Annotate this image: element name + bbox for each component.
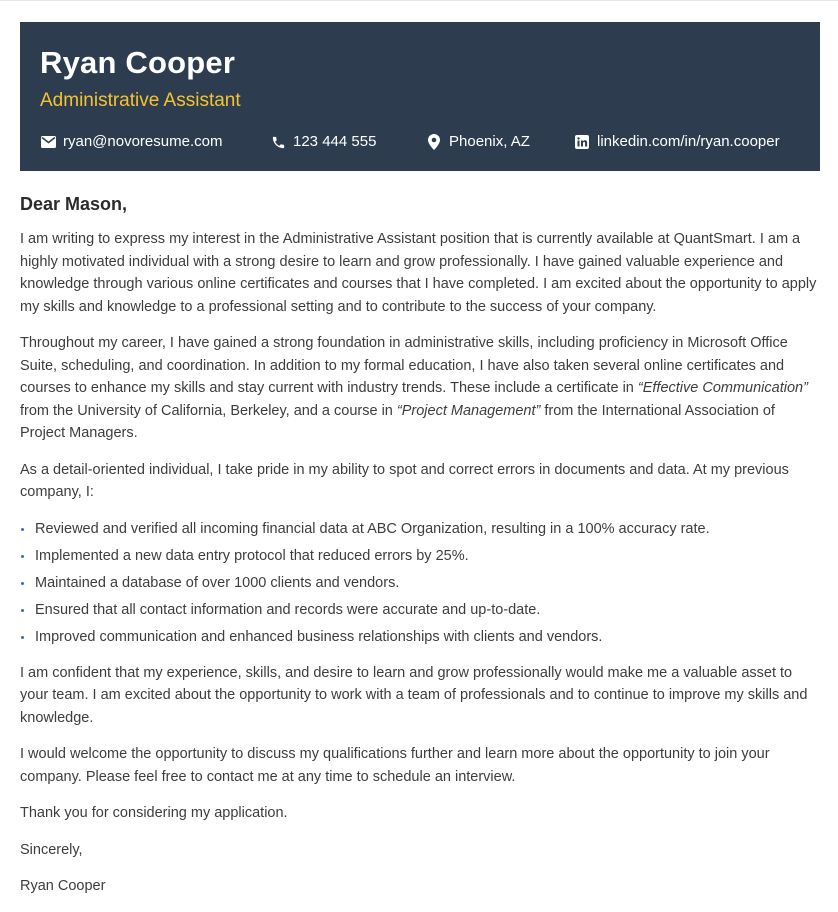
envelope-icon <box>40 134 56 150</box>
bullet-dot <box>21 555 24 558</box>
paragraph-thanks: Thank you for considering my application. <box>20 805 288 821</box>
list-item-text: Maintained a database of over 1000 clients and vendors. <box>35 574 400 591</box>
contact-phone-text: 123 444 555 <box>293 133 377 150</box>
paragraph-confidence: I am confident that my experience, skills, and desire to learn and grow professionally would make me a valuable asset to your team. I am excited about the opportunity to work with a team of professionals and to continue to improve my skills and knowledge. <box>20 664 808 726</box>
course-title: “Project Management” <box>396 402 541 419</box>
applicant-name: Ryan Cooper <box>40 45 236 80</box>
closing: Sincerely, <box>20 841 83 858</box>
contact-email[interactable] <box>40 130 222 154</box>
achievements-list <box>20 518 820 648</box>
paragraph-intro: I am writing to express my interest in the Administrative Assistant position that is currently available at QuantSmart. I am a highly motivated individual with a strong desire to learn and grow professionally. I have gained valuable experience and knowledge through various online certificates and courses that I have completed. I am excited about the opportunity to apply my skills and knowledge to a professional setting and to contribute to the success of your company. <box>20 231 817 315</box>
letter-body <box>20 192 820 912</box>
phone-icon <box>270 134 286 150</box>
paragraph-experience-text-3: from the International Association of Project Managers. <box>20 402 775 441</box>
linkedin-icon <box>574 134 590 150</box>
bullet-dot <box>21 582 24 585</box>
list-item <box>20 626 820 648</box>
contact-phone[interactable] <box>270 130 376 154</box>
bullet-dot <box>21 528 24 531</box>
paragraph-interview: I would welcome the opportunity to discuss my qualifications further and learn more about the opportunity to join your company. Please feel free to contact me at any time to schedule an interview. <box>20 746 770 785</box>
list-item <box>20 545 820 567</box>
list-item <box>20 572 820 594</box>
list-item-text: Implemented a new data entry protocol that reduced errors by 25%. <box>35 547 469 564</box>
contact-bar <box>40 130 810 154</box>
list-item-text: Improved communication and enhanced business relationships with clients and vendors. <box>35 628 603 645</box>
map-pin-icon <box>426 134 442 150</box>
paragraph-experience-text-1: Throughout my career, I have gained a strong foundation in administrative skills, including proficiency in Microsoft Office Suite, scheduling, and coordination. In addition to my formal education, I have also taken several online certificates and courses to enhance my skills and stay current with industry trends. These include a certificate in <box>20 335 788 396</box>
contact-linkedin[interactable] <box>574 130 780 154</box>
letter-header <box>20 22 820 171</box>
list-item-text: Ensured that all contact information and records were accurate and up-to-date. <box>35 601 541 618</box>
job-title: Administrative Assistant <box>40 90 241 111</box>
certificate-title: “Effective Communication” <box>637 380 808 396</box>
list-item <box>20 599 820 621</box>
paragraph-experience-text-2: from the University of California, Berkeley, and a course in <box>20 402 397 419</box>
bullet-dot <box>21 609 24 612</box>
signature-name: Ryan Cooper <box>20 878 106 894</box>
bullet-dot <box>21 636 24 639</box>
list-item <box>20 518 820 540</box>
paragraph-detail: As a detail-oriented individual, I take pride in my ability to spot and correct errors in documents and data. At my previous company, I: <box>20 461 789 500</box>
top-divider <box>0 0 838 1</box>
contact-linkedin-text: linkedin.com/in/ryan.cooper <box>597 133 780 150</box>
paragraph-experience <box>20 332 820 445</box>
contact-email-text: ryan@novoresume.com <box>63 133 223 150</box>
contact-location-text: Phoenix, AZ <box>449 133 530 150</box>
list-item-text: Reviewed and verified all incoming financial data at ABC Organization, resulting in a 100% accuracy rate. <box>35 520 710 537</box>
salutation: Dear Mason, <box>20 194 128 214</box>
contact-location[interactable] <box>426 130 530 154</box>
